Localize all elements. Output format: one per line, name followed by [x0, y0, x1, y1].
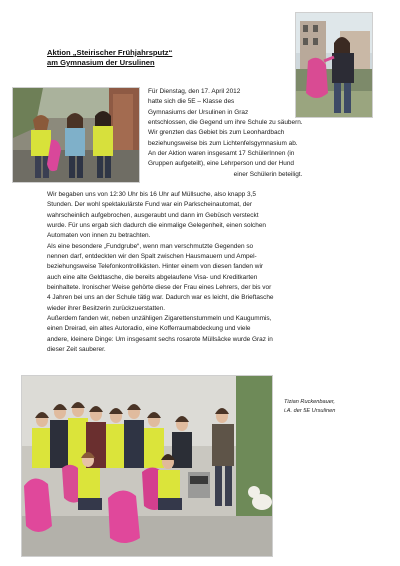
body-line: beinhaltete. Ironischer Weise gehörte diese der Frau eines Lehrers, der bis vor [47, 284, 272, 292]
main-paragraphs [47, 190, 357, 356]
intro-line: Für Dienstag, den 17. April 2012 [148, 88, 241, 95]
photo-group-students [21, 375, 273, 557]
intro-line: Gymnasiums der Ursulinen in Graz [148, 108, 249, 116]
intro-line: einer Schülerin beteiligt. [233, 170, 303, 178]
body-line: Automaten von innen zu betrachten. [47, 232, 151, 240]
body-line: wurde. Für uns ergab sich dadurch die einmalige Gelegenheit, einen solchen [47, 222, 267, 230]
body-line: Stunden. Der wohl spektakulärste Fund war ein Parkscheinautomat, der [47, 201, 253, 209]
body-line: nennen darf, entdeckten wir den Spalt zwischen Hausmauern und Ampel- [47, 253, 257, 261]
title-line-1: Aktion „Steirischer Frühjahrsputz“ [47, 48, 173, 57]
article-title [47, 48, 287, 68]
body-line: wahrscheinlich aufgebrochen, ausgeraubt und dann im Gebüsch versteckt [47, 211, 259, 219]
body-line: dieser Zeit sauberer. [47, 346, 106, 354]
author-name: Tizian Ruckenbauer, [284, 399, 335, 405]
intro-line: Gruppen aufgeteilt), eine Lehrperson und der Hund [148, 160, 295, 168]
author-role: i.A. der 5E Ursulinen [284, 408, 336, 414]
intro-paragraph [148, 87, 388, 180]
body-line: andere, kleinere Dinge: Um insgesamt sechs rosarote Müllsäcke wurde Graz in [47, 335, 273, 343]
author-credit [284, 398, 384, 416]
intro-line: Wir grenzten das Gebiet bis zum Leonhardbach [148, 129, 285, 137]
body-line: Als eine besondere „Fundgrube“, wenn man verschmutzte Gegenden so [47, 242, 254, 250]
title-line-2: am Gymnasium der Ursulinen [47, 58, 155, 67]
body-line: Außerdem fanden wir, neben unzähligen Zigarettenstummeln und Kaugummis, [47, 315, 272, 323]
intro-line: An der Aktion waren insgesamt 17 SchülerInnen (in [148, 150, 295, 158]
body-line: beziehungsweise Telefonkontrollkästen. Hinter einem von diesen fanden wir [47, 263, 264, 271]
body-line: Wir begaben uns von 12:30 Uhr bis 16 Uhr auf Müllsuche, also knapp 3,5 [47, 191, 256, 198]
intro-line: hatte sich die 5E – Klasse des [148, 98, 235, 106]
body-line: wieder ihrer Besitzerin zurückzuerstatten. [47, 304, 166, 312]
intro-line: entschlossen, die Gegend um ihre Schule zu säubern. [148, 119, 303, 127]
body-line: einen Dreirad, ein altes Autoradio, eine Kofferraumabdeckung und viele [47, 325, 251, 333]
body-line: 4 Jahren bei uns an der Schule tätig war. Dadurch war es leicht, die Brieftasche [47, 294, 274, 302]
intro-line: beziehungsweise bis zum Lichtenfelsgymnasium ab. [148, 139, 298, 147]
body-line: auch eine alte Geldtasche, die bereits abgelaufene Visa- und Kreditkarten [47, 273, 258, 281]
photo-three-students [12, 87, 140, 183]
